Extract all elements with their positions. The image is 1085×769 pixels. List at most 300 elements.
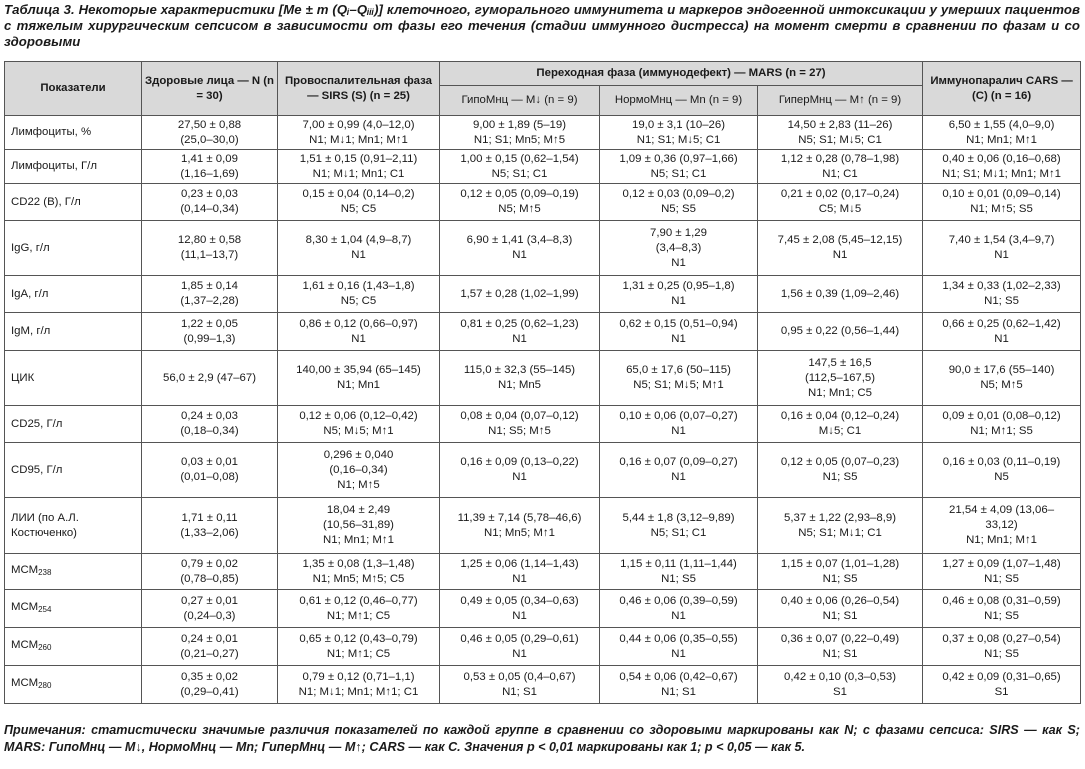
header-mars: Переходная фаза (иммунодефект) — MARS (n = 27) [440,62,923,86]
header-indicator: Показатели [5,62,142,116]
row-label-text: ЦИК [11,371,35,384]
cell-mars-hyper [758,351,923,406]
cell-line: 0,46 ± 0,05 (0,29–0,61) [460,632,579,645]
cell-line: N1 [512,647,527,660]
cell-line: N1; M↓1; Mn1; C1 [312,167,405,180]
cell-mars-hyper [758,276,923,313]
table-row [5,666,1081,704]
cell-line: N1; S1 [822,609,858,622]
cell-line: N1; M↑5; S5 [970,203,1033,215]
cell-healthy [142,554,278,590]
cell-line: 7,40 ± 1,54 (3,4–9,7) [948,234,1055,246]
cell-mars-hypo [440,116,600,150]
cell-line: 1,56 ± 0,39 (1,09–2,46) [780,287,900,300]
cell-mars-hyper [758,666,923,704]
cell-mars-hyper [758,116,923,150]
cell-line: 6,90 ± 1,41 (3,4–8,3) [466,234,573,246]
cell-line: 0,40 ± 0,06 (0,26–0,54) [780,594,900,607]
row-label [5,276,142,313]
table-title: Таблица 3. Некоторые характеристики [Me ± m (Qᵢ–Qᵢᵢᵢ)] клеточного, гуморального иммунитета и маркеров эндогенной интоксикации у умерших пациентов с тяжелым хирургическим сепсисом в зависимости от фазы его течения (стадии иммунного дистресса) на момент смерти в сравнении по фазам и со здоровыми [4,2,1080,49]
cell-line: (0,24–0,3) [183,609,236,622]
cell-line: 0,95 ± 0,22 (0,56–1,44) [780,325,900,337]
cell-line: 0,16 ± 0,09 (0,13–0,22) [460,456,579,468]
cell-mars-hyper [758,498,923,554]
row-label [5,184,142,221]
table-row [5,313,1081,351]
cell-line: N5; C5 [340,295,377,307]
cell-line: 0,16 ± 0,03 (0,11–0,19) [942,456,1061,468]
cell-line: N1; S1; M↓5; C1 [636,133,721,146]
cell-line: 0,08 ± 0,04 (0,07–0,12) [460,410,579,422]
cell-line: N1; M↓1; Mn1; M↑1 [309,133,408,146]
cell-line: 0,66 ± 0,25 (0,62–1,42) [942,317,1061,330]
cell-line: 0,49 ± 0,05 (0,34–0,63) [460,594,579,607]
cell-line: N1; Mn1 [336,379,381,391]
cell-line: N5; S1; M↓5; C1 [798,133,882,146]
cell-line: 1,34 ± 0,33 (1,02–2,33) [942,280,1061,292]
cell-cars [923,116,1081,150]
cell-line: 1,27 ± 0,09 (1,07–1,48) [942,557,1061,570]
cell-line: 33,12) [985,519,1018,531]
table-row [5,443,1081,498]
cell-line: N1 [351,332,366,345]
cell-line: N1 [671,647,686,660]
cell-line: 7,90 ± 1,29 [650,226,707,239]
cell-line: N1; Mn5 [497,379,542,391]
cell-mars-normo [600,221,758,276]
cell-line: (10,56–31,89) [323,519,394,531]
cell-mars-normo [600,313,758,351]
table-row [5,406,1081,443]
cell-line: 0,24 ± 0,03 [181,410,238,422]
cell-line: (0,21–0,27) [180,647,239,660]
row-label [5,150,142,184]
cell-line: N5; S5 [661,203,696,215]
cell-line: 147,5 ± 16,5 [808,356,872,369]
cell-cars [923,590,1081,628]
cell-line: 0,12 ± 0,05 (0,09–0,19) [460,188,579,200]
table-row [5,590,1081,628]
cell-line: N5; M↑5 [980,379,1023,391]
cell-line: (112,5–167,5) [804,371,876,384]
cell-line: 0,44 ± 0,06 (0,35–0,55) [619,632,738,645]
cell-line: 0,296 ± 0,040 [323,448,394,461]
cell-sirs [278,498,440,554]
cell-sirs [278,276,440,313]
cell-line: 115,0 ± 32,3 (55–145) [463,364,576,376]
cell-line: (0,99–1,3) [183,332,236,345]
cell-healthy [142,666,278,704]
cell-healthy [142,351,278,406]
cell-mars-normo [600,116,758,150]
row-label-text: ЛИИ (по А.Л. Костюченко) [11,511,79,539]
table-row [5,276,1081,313]
cell-cars [923,184,1081,221]
cell-line: 0,12 ± 0,03 (0,09–0,2) [622,188,735,200]
cell-healthy [142,313,278,351]
cell-line: 65,0 ± 17,6 (50–115) [626,364,731,376]
cell-line: 0,62 ± 0,15 (0,51–0,94) [619,317,738,330]
cell-line: (0,14–0,34) [180,203,239,215]
cell-line: 0,12 ± 0,05 (0,07–0,23) [780,456,900,468]
cell-line: N1; Mn1; M↑1 [966,534,1037,546]
cell-healthy [142,498,278,554]
cell-line: 0,86 ± 0,12 (0,66–0,97) [299,317,418,330]
cell-line: N1 [512,609,527,622]
cell-line: (1,33–2,06) [180,526,239,539]
cell-line: 0,24 ± 0,01 [181,632,238,645]
cell-line: N5; C5 [340,203,377,215]
cell-line: 1,41 ± 0,09 [181,152,238,165]
cell-line: N1 [671,425,686,437]
cell-healthy [142,406,278,443]
cell-mars-hyper [758,590,923,628]
header-cars: Иммунопаралич CARS — (C) (n = 16) [923,62,1081,116]
table-body [5,116,1081,704]
row-label-text: Лимфоциты, Г/л [11,160,97,172]
cell-line: 0,46 ± 0,08 (0,31–0,59) [942,594,1061,607]
cell-cars [923,498,1081,554]
cell-healthy [142,590,278,628]
row-label-subscript: 260 [38,643,52,652]
cell-cars [923,443,1081,498]
cell-line: N1; S1 [822,647,858,660]
row-label-text: CD22 (B), Г/л [11,195,81,208]
cell-line: N1 [512,249,527,261]
cell-sirs [278,313,440,351]
cell-line: N1; S5 [822,471,858,483]
row-label [5,313,142,351]
cell-line: 0,03 ± 0,01 [181,456,238,468]
cell-line: N1 [512,471,527,483]
cell-line: 7,00 ± 0,99 (4,0–12,0) [302,118,415,131]
cell-cars [923,351,1081,406]
cell-line: 7,45 ± 2,08 (5,45–12,15) [777,234,903,246]
cell-healthy [142,628,278,666]
cell-line: 18,04 ± 2,49 [326,504,391,516]
row-label-text: IgG, г/л [11,241,50,254]
cell-line: 1,09 ± 0,36 (0,97–1,66) [619,152,738,165]
row-label [5,443,142,498]
cell-line: (0,18–0,34) [180,425,239,437]
cell-line: 1,85 ± 0,14 [181,280,238,292]
cell-line: N1; Mn1; M↑1 [966,133,1037,146]
cell-mars-hyper [758,554,923,590]
cell-cars [923,666,1081,704]
cell-line: 0,36 ± 0,07 (0,22–0,49) [780,632,900,645]
cell-mars-hypo [440,276,600,313]
cell-line: N1; Mn5; M↑1 [484,526,555,539]
cell-mars-hypo [440,498,600,554]
cell-mars-normo [600,666,758,704]
cell-line: 1,57 ± 0,28 (1,02–1,99) [460,287,579,300]
cell-line: N1 [671,295,686,307]
cell-line: N1 [351,249,366,261]
row-label-text: Лимфоциты, % [11,126,92,138]
row-label-subscript: 280 [38,681,52,690]
cell-line: N5; S1; C1 [650,167,707,180]
table-row [5,150,1081,184]
cell-line: 1,25 ± 0,06 (1,14–1,43) [460,557,579,570]
cell-sirs [278,666,440,704]
cell-sirs [278,628,440,666]
row-label [5,351,142,406]
cell-sirs [278,406,440,443]
cell-mars-hyper [758,406,923,443]
cell-line: 8,30 ± 1,04 (4,9–8,7) [305,234,412,246]
table-row [5,351,1081,406]
row-label-text: МСМ [11,564,39,576]
header-mars-normo: НормоМнц — Mn (n = 9) [600,86,758,116]
row-label-text: МСМ [11,639,39,651]
cell-line: 0,65 ± 0,12 (0,43–0,79) [299,632,418,645]
cell-line: 0,16 ± 0,04 (0,12–0,24) [780,410,900,422]
row-label-text: МСМ [11,601,39,613]
cell-line: (1,16–1,69) [180,167,239,180]
header-healthy: Здоровые лица — N (n = 30) [142,62,278,116]
cell-cars [923,221,1081,276]
cell-line: 1,15 ± 0,11 (1,11–1,44) [620,557,737,570]
cell-line: 0,79 ± 0,02 [181,557,238,570]
cell-line: 12,80 ± 0,58 [177,234,242,246]
cell-mars-hyper [758,221,923,276]
cell-line: (0,16–0,34) [329,463,388,476]
row-label [5,590,142,628]
cell-line: (3,4–8,3) [655,241,702,254]
cell-mars-hyper [758,628,923,666]
header-mars-hypo: ГипоМнц — M↓ (n = 9) [440,86,600,116]
cell-line: 6,50 ± 1,55 (4,0–9,0) [948,118,1055,131]
cell-line: 0,40 ± 0,06 (0,16–0,68) [942,152,1061,165]
cell-mars-hypo [440,150,600,184]
cell-line: N1; Mn1; M↑1 [323,534,394,546]
cell-cars [923,628,1081,666]
cell-line: (0,78–0,85) [180,572,239,585]
table-row [5,184,1081,221]
cell-mars-normo [600,276,758,313]
row-label [5,666,142,704]
cell-mars-hypo [440,628,600,666]
cell-line: 0,37 ± 0,08 (0,27–0,54) [942,632,1061,645]
table-row [5,221,1081,276]
cell-line: 0,15 ± 0,04 (0,14–0,2) [302,188,415,200]
cell-line: N1; M↑5 [337,478,380,491]
table-row [5,116,1081,150]
cell-line: 0,54 ± 0,06 (0,42–0,67) [619,670,738,683]
cell-sirs [278,150,440,184]
cell-mars-hyper [758,150,923,184]
cell-mars-normo [600,150,758,184]
cell-mars-normo [600,590,758,628]
cell-sirs [278,116,440,150]
row-label [5,116,142,150]
cell-line: N1 [994,332,1009,345]
cell-mars-normo [600,628,758,666]
table-row [5,498,1081,554]
cell-mars-normo [600,184,758,221]
cell-line: (11,1–13,7) [180,249,239,261]
cell-line: N1; S5 [984,572,1019,585]
cell-line: N5; S1; M↓1; C1 [798,526,882,539]
cell-line: N1; C1 [822,167,858,180]
row-label-text: CD95, Г/л [11,463,63,476]
row-label [5,221,142,276]
cell-healthy [142,150,278,184]
table-footnote: Примечания: статистически значимые различия показателей по каждой группе в сравнении со здоровыми маркированы как N; с фазами сепсиса: SIRS — как S; MARS: ГипоМнц — M↓, НормоМнц — Mn; ГиперМнц — M↑; CARS — как C. Значения p < 0,01 маркированы как 1; p < 0,05 — как 5. [4,723,1080,754]
header-sirs: Провоспалительная фаза — SIRS (S) (n = 25) [278,62,440,116]
cell-line: 140,00 ± 35,94 (65–145) [296,364,421,376]
cell-line: 1,15 ± 0,07 (1,01–1,28) [780,557,900,570]
cell-line: N1 [512,332,527,345]
cell-cars [923,313,1081,351]
cell-sirs [278,184,440,221]
cell-line: 21,54 ± 4,09 (13,06– [949,504,1055,516]
cell-mars-hyper [758,443,923,498]
cell-line: (0,29–0,41) [180,685,239,698]
row-label [5,498,142,554]
cell-line: 19,0 ± 3,1 (10–26) [631,118,725,131]
cell-line: (1,37–2,28) [180,295,239,307]
cell-line: 0,61 ± 0,12 (0,46–0,77) [299,594,418,607]
cell-line: 0,12 ± 0,06 (0,12–0,42) [299,410,418,422]
cell-line: N1; M↓1; Mn1; M↑1; C1 [298,685,419,698]
cell-line: 1,31 ± 0,25 (0,95–1,8) [622,280,735,292]
cell-line: 1,22 ± 0,05 [181,317,238,330]
cell-mars-normo [600,554,758,590]
row-label-text: IgM, г/л [11,325,51,337]
cell-mars-normo [600,443,758,498]
row-label-text: IgA, г/л [11,287,49,300]
header-mars-hyper: ГиперМнц — M↑ (n = 9) [758,86,923,116]
cell-line: 9,00 ± 1,89 (5–19) [472,118,566,131]
cell-cars [923,150,1081,184]
cell-line: 0,81 ± 0,25 (0,62–1,23) [460,317,579,330]
cell-line: N1; S1; Mn5; M↑5 [473,133,566,146]
cell-line: N1; Mn5; M↑5; C5 [312,572,405,585]
cell-line: N1; M↑1; C5 [326,609,391,622]
cell-line: N1; S1 [502,685,537,698]
row-label [5,406,142,443]
cell-line: 5,44 ± 1,8 (3,12–9,89) [622,511,735,524]
cell-line: N5; S1; C1 [491,167,548,180]
cell-sirs [278,221,440,276]
cell-line: N1; S5 [661,572,696,585]
cell-line: 11,39 ± 7,14 (5,78–46,6) [457,511,582,524]
cell-mars-normo [600,351,758,406]
cell-cars [923,554,1081,590]
cell-line: N1; S5 [822,572,858,585]
table-row [5,554,1081,590]
cell-line: 0,16 ± 0,07 (0,09–0,27) [619,456,738,468]
cell-line: C5; M↓5 [818,203,862,215]
data-table [4,61,1081,704]
cell-line: N1; S1 [661,685,696,698]
row-label [5,554,142,590]
cell-line: N1 [994,249,1009,261]
cell-line: N1 [671,256,686,269]
row-label [5,628,142,666]
header-row-1 [5,62,1081,86]
cell-line: N1 [832,249,848,261]
cell-line: N5; S1; C1 [650,526,707,539]
row-label-text: МСМ [11,677,39,689]
cell-line: N1; S5 [984,647,1019,660]
cell-line: N5 [994,471,1009,483]
cell-line: 0,35 ± 0,02 [181,670,238,683]
cell-line: 1,61 ± 0,16 (1,43–1,8) [302,280,415,292]
row-label-subscript: 238 [38,568,52,577]
cell-line: 0,46 ± 0,06 (0,39–0,59) [619,594,738,607]
cell-line: (25,0–30,0) [180,133,239,146]
cell-line: 1,51 ± 0,15 (0,91–2,11) [299,152,418,165]
cell-healthy [142,184,278,221]
cell-line: 5,37 ± 1,22 (2,93–8,9) [784,511,897,524]
cell-line: N1; S5; M↑5 [488,425,551,437]
cell-mars-hypo [440,221,600,276]
cell-line: N1; S5 [984,609,1019,622]
cell-line: N1 [671,471,686,483]
cell-line: N1; S1; M↓1; Mn1; M↑1 [942,167,1062,180]
cell-mars-hypo [440,313,600,351]
cell-healthy [142,116,278,150]
cell-line: 1,00 ± 0,15 (0,62–1,54) [460,152,579,165]
cell-line: N1; S5 [984,295,1019,307]
cell-mars-hypo [440,590,600,628]
cell-line: 1,71 ± 0,11 [181,511,238,524]
cell-line: M↓5; C1 [818,425,862,437]
cell-mars-hypo [440,351,600,406]
cell-line: 0,09 ± 0,01 (0,08–0,12) [942,410,1061,422]
cell-line: N5; S1; M↓5; M↑1 [633,379,724,391]
cell-mars-hypo [440,406,600,443]
cell-line: N5; M↓5; M↑1 [323,425,394,437]
cell-line: 0,42 ± 0,09 (0,31–0,65) [942,670,1061,683]
cell-line: 14,50 ± 2,83 (11–26) [787,118,893,131]
row-label-subscript: 254 [38,605,52,614]
cell-line: 1,12 ± 0,28 (0,78–1,98) [780,152,900,165]
cell-sirs [278,590,440,628]
cell-line: N1; Mn1; C5 [808,386,872,399]
cell-mars-hypo [440,443,600,498]
cell-line: 90,0 ± 17,6 (55–140) [948,364,1055,376]
cell-sirs [278,351,440,406]
cell-mars-hyper [758,184,923,221]
cell-line: (0,01–0,08) [180,471,239,483]
cell-line: N1 [671,332,686,345]
cell-line: N1 [671,609,686,622]
cell-line: 0,53 ± 0,05 (0,4–0,67) [463,670,576,683]
cell-mars-hyper [758,313,923,351]
cell-line: N1; M↑1; S5 [970,425,1033,437]
cell-line: S1 [833,685,847,698]
cell-line: 0,10 ± 0,01 (0,09–0,14) [942,188,1061,200]
cell-cars [923,276,1081,313]
row-label-text: CD25, Г/л [11,417,63,430]
cell-sirs [278,554,440,590]
cell-line: 0,27 ± 0,01 [181,594,238,607]
cell-line: 56,0 ± 2,9 (47–67) [162,371,256,384]
cell-mars-hypo [440,184,600,221]
cell-line: 0,10 ± 0,06 (0,07–0,27) [619,410,738,422]
cell-line: 0,79 ± 0,12 (0,71–1,1) [302,670,415,683]
cell-line: N1; M↑1; C5 [326,647,391,660]
cell-line: N1 [512,572,527,585]
cell-line: S1 [994,685,1009,698]
cell-sirs [278,443,440,498]
cell-mars-normo [600,498,758,554]
table-row [5,628,1081,666]
cell-line: 27,50 ± 0,88 [177,118,242,131]
